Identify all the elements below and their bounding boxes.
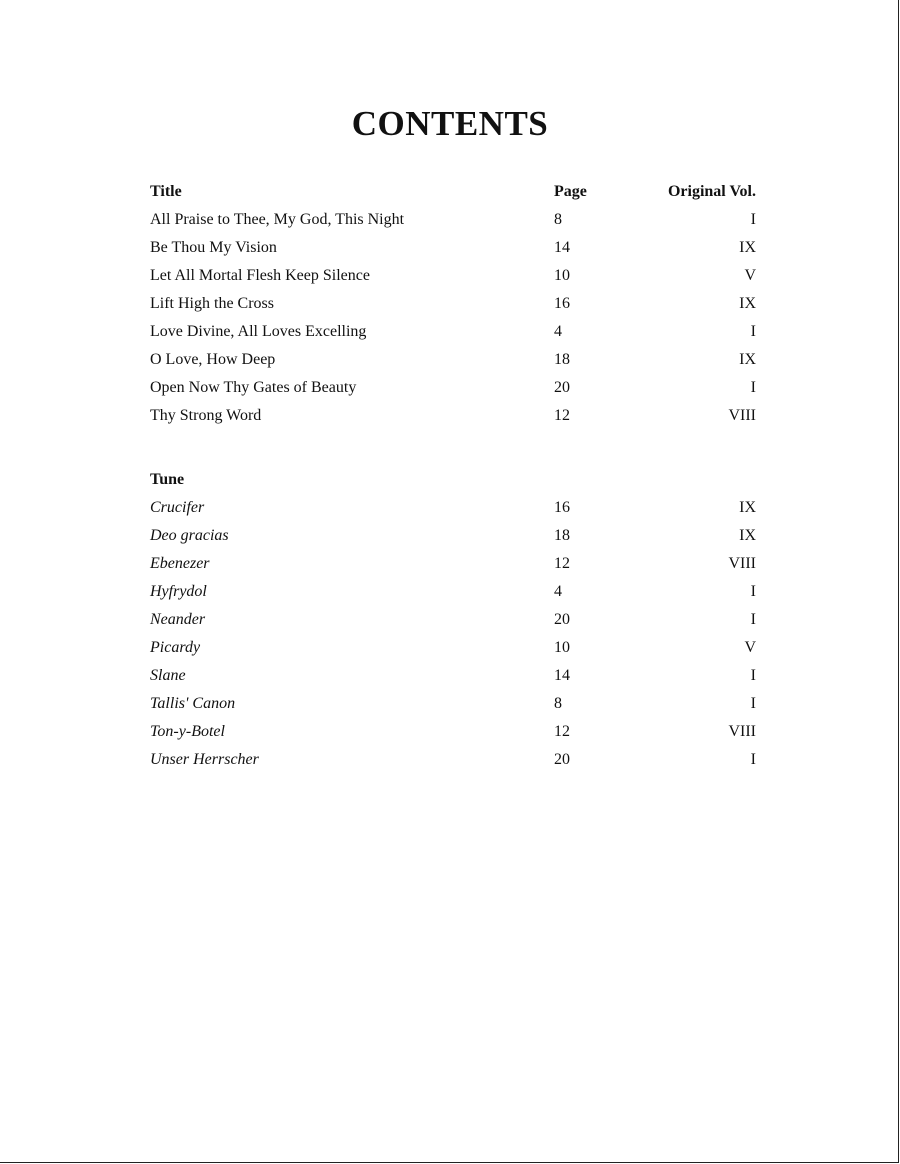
tune-section — [150, 466, 756, 774]
entry-name: Unser Herrscher — [150, 751, 259, 768]
tune-table-row — [150, 550, 756, 578]
title-table-row — [150, 262, 756, 290]
tune-table-row — [150, 634, 756, 662]
title-section — [150, 178, 756, 430]
entry-original-volume: IX — [739, 239, 756, 256]
entry-page-number: 20 — [554, 379, 570, 396]
tune-table-row — [150, 746, 756, 774]
entry-original-volume: I — [750, 667, 756, 684]
tune-table-row — [150, 662, 756, 690]
column-header-original-vol: Original Vol. — [667, 183, 756, 200]
entry-name: Open Now Thy Gates of Beauty — [150, 379, 357, 396]
title-table-row — [150, 290, 756, 318]
entry-original-volume: VIII — [728, 723, 756, 740]
entry-page-number: 14 — [554, 667, 570, 684]
entry-original-volume: I — [750, 583, 756, 600]
title-table-row — [150, 318, 756, 346]
entry-original-volume: VIII — [728, 555, 756, 572]
tune-section-rows — [150, 494, 756, 774]
entry-page-number: 10 — [554, 639, 570, 656]
column-header-tune: Tune — [150, 471, 185, 488]
entry-page-number: 12 — [554, 723, 570, 740]
entry-name: O Love, How Deep — [150, 351, 276, 368]
entry-page-number: 16 — [554, 499, 570, 516]
entry-name: Neander — [150, 611, 206, 628]
entry-name: Deo gracias — [150, 527, 229, 544]
entry-page-number: 18 — [554, 527, 570, 544]
entry-name: Tallis' Canon — [150, 695, 236, 712]
entry-page-number: 4 — [554, 583, 562, 600]
entry-original-volume: I — [750, 751, 756, 768]
title-section-rows — [150, 206, 756, 430]
entry-name: Hyfrydol — [150, 583, 207, 600]
tune-table-row — [150, 690, 756, 718]
title-table-row — [150, 234, 756, 262]
entry-page-number: 4 — [554, 323, 562, 340]
entry-page-number: 8 — [554, 211, 562, 228]
entry-name: Be Thou My Vision — [150, 239, 277, 256]
entry-name: All Praise to Thee, My God, This Night — [150, 211, 405, 228]
entry-name: Love Divine, All Loves Excelling — [150, 323, 367, 340]
entry-page-number: 14 — [554, 239, 570, 256]
entry-page-number: 20 — [554, 611, 570, 628]
entry-name: Slane — [150, 667, 186, 684]
column-header-page: Page — [554, 183, 587, 200]
entry-name: Let All Mortal Flesh Keep Silence — [150, 267, 370, 284]
entry-page-number: 10 — [554, 267, 570, 284]
entry-name: Lift High the Cross — [150, 295, 274, 312]
entry-original-volume: V — [744, 639, 756, 656]
entry-name: Picardy — [150, 639, 201, 656]
entry-page-number: 18 — [554, 351, 570, 368]
tune-table-row — [150, 578, 756, 606]
title-section-header-row — [150, 178, 756, 206]
entry-original-volume: VIII — [728, 407, 756, 424]
title-table-row — [150, 402, 756, 430]
title-table-row — [150, 374, 756, 402]
entry-original-volume: I — [750, 323, 756, 340]
entry-original-volume: IX — [739, 351, 756, 368]
entry-page-number: 12 — [554, 407, 570, 424]
entry-name: Crucifer — [150, 499, 205, 516]
tune-table-row — [150, 522, 756, 550]
tune-table-row — [150, 718, 756, 746]
entry-original-volume: I — [750, 611, 756, 628]
entry-original-volume: IX — [739, 499, 756, 516]
entry-original-volume: I — [750, 211, 756, 228]
entry-page-number: 12 — [554, 555, 570, 572]
entry-page-number: 16 — [554, 295, 570, 312]
column-header-title: Title — [150, 183, 182, 200]
page-title: CONTENTS — [351, 104, 549, 143]
entry-name: Thy Strong Word — [150, 407, 262, 424]
entry-page-number: 8 — [554, 695, 562, 712]
entry-original-volume: IX — [739, 527, 756, 544]
entry-name: Ton-y-Botel — [150, 723, 225, 740]
title-table-row — [150, 206, 756, 234]
entry-original-volume: I — [750, 379, 756, 396]
entry-name: Ebenezer — [150, 555, 210, 572]
title-table-row — [150, 346, 756, 374]
tune-table-row — [150, 606, 756, 634]
entry-original-volume: V — [744, 267, 756, 284]
tune-section-header-row — [150, 466, 756, 494]
tune-table-row — [150, 494, 756, 522]
entry-original-volume: I — [750, 695, 756, 712]
entry-page-number: 20 — [554, 751, 570, 768]
entry-original-volume: IX — [739, 295, 756, 312]
